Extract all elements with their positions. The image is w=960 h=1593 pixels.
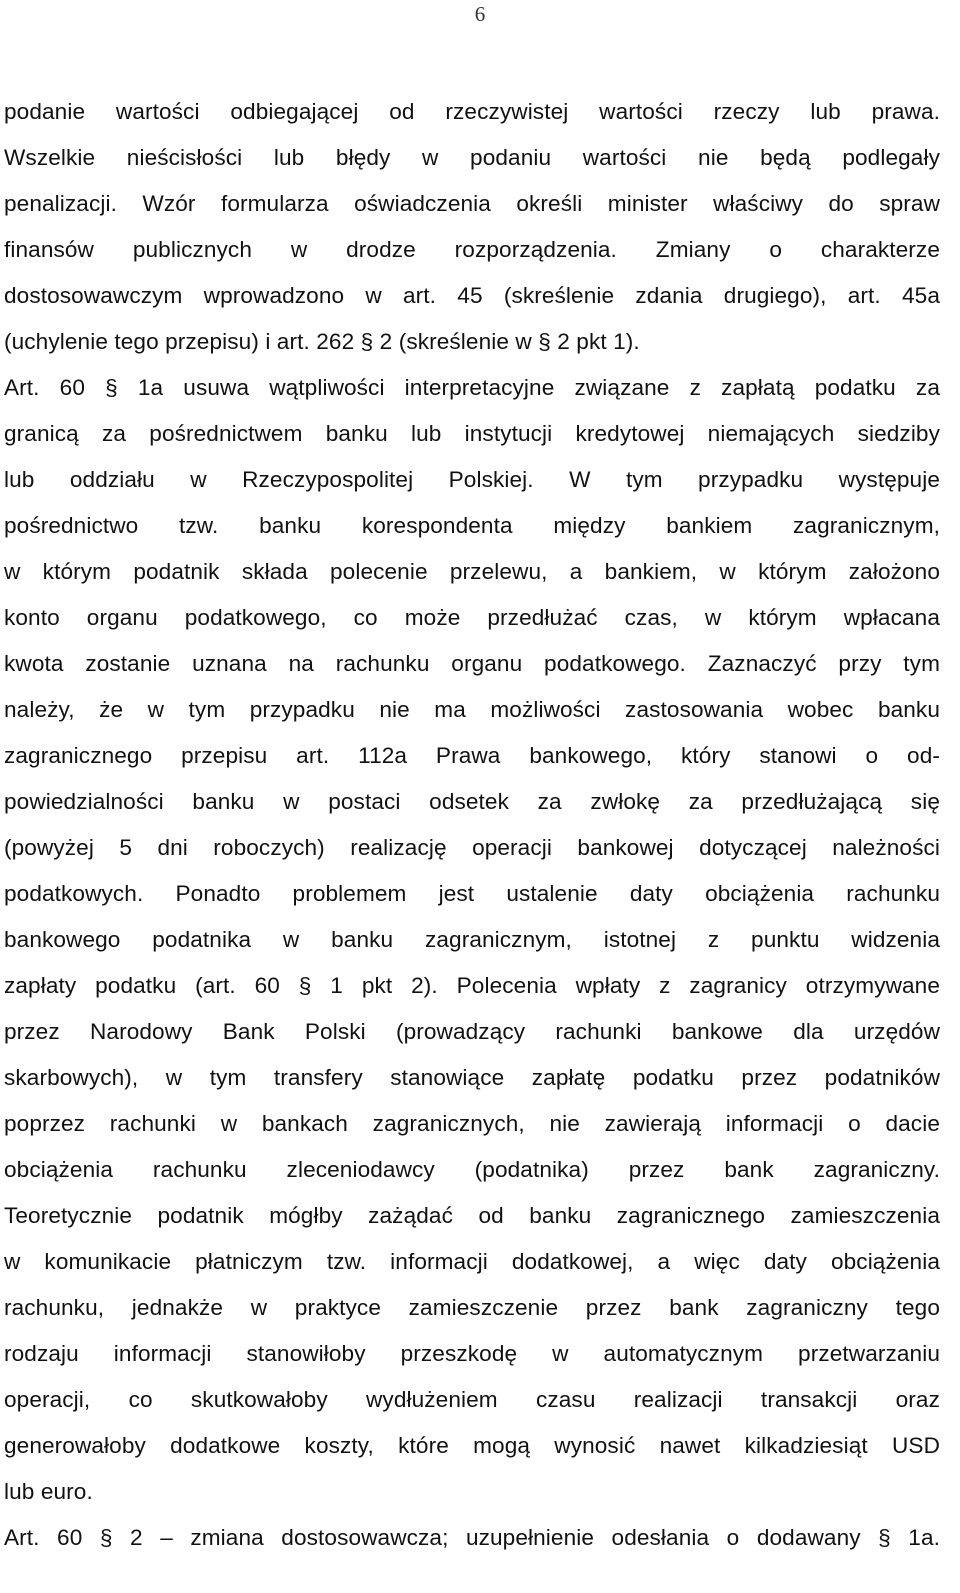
text-line: w którym podatnik składa polecenie przelewu, a bankiem, w którym założono <box>4 559 940 584</box>
text-line: Art. 60 § 1a usuwa wątpliwości interpretacyjne związane z zapłatą podatku za <box>4 375 940 400</box>
text-line: zapłaty podatku (art. 60 § 1 pkt 2). Polecenia wpłaty z zagranicy otrzymywane <box>4 973 940 998</box>
text-line: generowałoby dodatkowe koszty, które mogą wynosić nawet kilkadziesiąt USD <box>4 1433 940 1458</box>
text-line: podanie wartości odbiegającej od rzeczywistej wartości rzeczy lub prawa. <box>4 99 940 124</box>
text-line: bankowego podatnika w banku zagranicznym, istotnej z punktu widzenia <box>4 927 940 952</box>
text-line: Teoretycznie podatnik mógłby zażądać od banku zagranicznego zamieszczenia <box>4 1203 940 1228</box>
text-line: lub oddziału w Rzeczypospolitej Polskiej. W tym przypadku występuje <box>4 467 940 492</box>
text-line: Art. 60 § 2 – zmiana dostosowawcza; uzupełnienie odesłania o dodawany § 1a. <box>4 1525 940 1550</box>
text-line: poprzez rachunki w bankach zagranicznych, nie zawierają informacji o dacie <box>4 1111 940 1136</box>
text-line: zagranicznego przepisu art. 112a Prawa bankowego, który stanowi o od- <box>4 743 940 768</box>
text-line: (powyżej 5 dni roboczych) realizację operacji bankowej dotyczącej należności <box>4 835 940 860</box>
text-line: podatkowych. Ponadto problemem jest ustalenie daty obciążenia rachunku <box>4 881 940 906</box>
text-line: Wszelkie nieścisłości lub błędy w podaniu wartości nie będą podlegały <box>4 145 940 170</box>
text-line: należy, że w tym przypadku nie ma możliwości zastosowania wobec banku <box>4 697 940 722</box>
text-line: rodzaju informacji stanowiłoby przeszkodę w automatycznym przetwarzaniu <box>4 1341 940 1366</box>
text-line: rachunku, jednakże w praktyce zamieszczenie przez bank zagraniczny tego <box>4 1295 940 1320</box>
text-line: skarbowych), w tym transfery stanowiące zapłatę podatku przez podatników <box>4 1065 940 1090</box>
text-line: granicą za pośrednictwem banku lub instytucji kredytowej niemających siedziby <box>4 421 940 446</box>
text-line: lub euro. <box>4 1479 93 1504</box>
text-line: obciążenia rachunku zleceniodawcy (podatnika) przez bank zagraniczny. <box>4 1157 940 1182</box>
text-line: operacji, co skutkowałoby wydłużeniem czasu realizacji transakcji oraz <box>4 1387 940 1412</box>
text-line: w komunikacie płatniczym tzw. informacji dodatkowej, a więc daty obciążenia <box>4 1249 940 1274</box>
page-number: 6 <box>474 2 486 26</box>
text-line: dostosowawczym wprowadzono w art. 45 (skreślenie zdania drugiego), art. 45a <box>4 283 940 308</box>
text-line: penalizacji. Wzór formularza oświadczenia określi minister właściwy do spraw <box>4 191 940 216</box>
text-line: pośrednictwo tzw. banku korespondenta między bankiem zagranicznym, <box>4 513 940 538</box>
text-line: (uchylenie tego przepisu) i art. 262 § 2 (skreślenie w § 2 pkt 1). <box>4 329 640 354</box>
text-line: przez Narodowy Bank Polski (prowadzący rachunki bankowe dla urzędów <box>4 1019 940 1044</box>
text-line: kwota zostanie uznana na rachunku organu podatkowego. Zaznaczyć przy tym <box>4 651 940 676</box>
text-line: konto organu podatkowego, co może przedłużać czas, w którym wpłacana <box>4 605 940 630</box>
text-line: finansów publicznych w drodze rozporządzenia. Zmiany o charakterze <box>4 237 940 262</box>
body-text <box>4 89 940 1561</box>
text-line: powiedzialności banku w postaci odsetek za zwłokę za przedłużającą się <box>4 789 940 814</box>
